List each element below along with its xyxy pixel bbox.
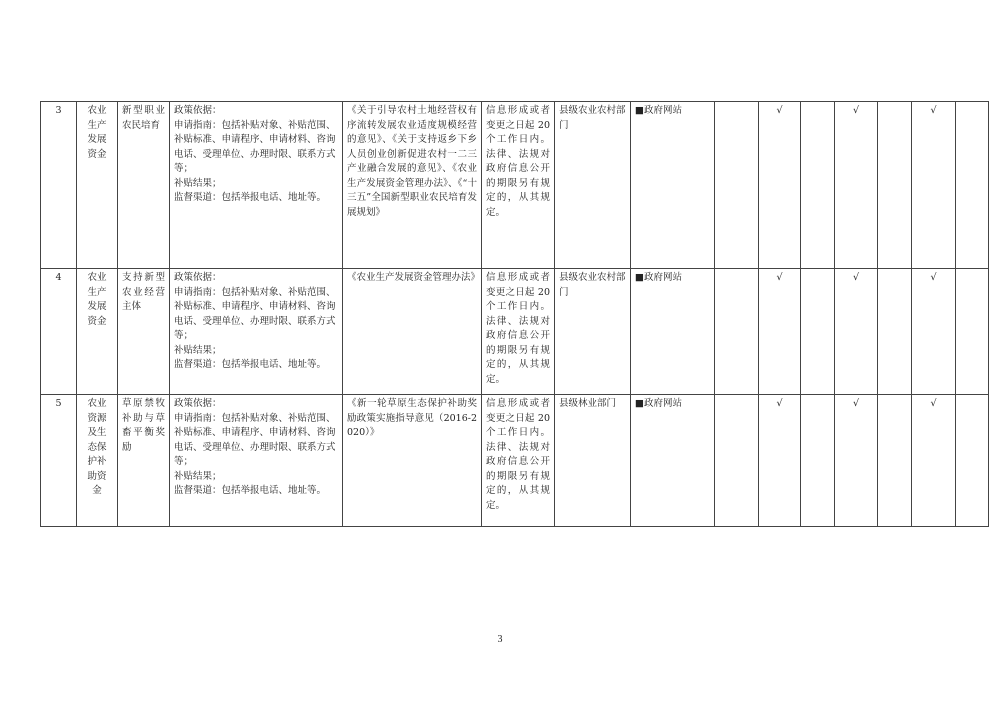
disclosure-content — [170, 102, 343, 269]
category-line: 生产 — [87, 119, 107, 131]
disclosure-subject: 县级农业农村部门 — [555, 269, 631, 395]
fund-category — [77, 395, 118, 527]
content-line: 补贴结果； — [174, 470, 222, 482]
page-number: 3 — [497, 634, 503, 645]
disclosure-channel: ■政府网站 — [631, 269, 715, 395]
check-cell — [715, 395, 759, 527]
check-cell — [715, 269, 759, 395]
disclosure-timing: 信息形成或者变更之日起 20 个工作日内。法律、法规对政府信息公开的期限另有规定的，从其规定。 — [482, 269, 555, 395]
content-line: 申请指南：包括补贴对象、补贴范围、补贴标准、申请程序、申请材料、咨询电话、受理单位、办理时限、联系方式等； — [174, 286, 336, 341]
row-number: 3 — [41, 102, 77, 269]
check-cell — [956, 269, 989, 395]
disclosure-content — [170, 269, 343, 395]
fund-category — [77, 102, 118, 269]
disclosure-subject: 县级农业农村部门 — [555, 102, 631, 269]
content-line: 政策依据： — [174, 105, 222, 116]
content-line: 监督渠道：包括举报电话、地址等。 — [174, 192, 327, 203]
disclosure-timing: 信息形成或者变更之日起 20 个工作日内。法律、法规对政府信息公开的期限另有规定的，从其规定。 — [482, 102, 555, 269]
content-line: 申请指南：包括补贴对象、补贴范围、补贴标准、申请程序、申请材料、咨询电话、受理单位、办理时限、联系方式等； — [174, 119, 336, 174]
category-line: 资金 — [87, 148, 107, 160]
policy-basis: 《农业生产发展资金管理办法》 — [343, 269, 482, 395]
category-line: 资源 — [87, 412, 107, 424]
disclosure-timing: 信息形成或者变更之日起 20 个工作日内。法律、法规对政府信息公开的期限另有规定的，从其规定。 — [482, 395, 555, 527]
subsidy-item: 新型职业农民培育 — [118, 102, 170, 269]
check-cell — [878, 269, 912, 395]
content-line: 监督渠道：包括举报电话、地址等。 — [174, 485, 327, 496]
check-cell — [956, 395, 989, 527]
row-number: 4 — [41, 269, 77, 395]
check-cell — [878, 395, 912, 527]
check-cell — [801, 102, 835, 269]
policy-basis: 《新一轮草原生态保护补助奖励政策实施指导意见（2016-2020）》 — [343, 395, 482, 527]
check-cell — [878, 102, 912, 269]
category-line: 农业 — [87, 398, 107, 409]
check-cell — [801, 269, 835, 395]
content-line: 申请指南：包括补贴对象、补贴范围、补贴标准、申请程序、申请材料、咨询电话、受理单位、办理时限、联系方式等； — [174, 412, 336, 467]
table-row — [41, 395, 989, 527]
check-cell: √ — [835, 269, 878, 395]
disclosure-table — [40, 101, 989, 527]
check-cell: √ — [835, 395, 878, 527]
check-cell: √ — [759, 395, 801, 527]
category-line: 农业 — [87, 272, 107, 283]
subsidy-item: 草原禁牧补助与草畜平衡奖励 — [118, 395, 170, 527]
disclosure-channel: ■政府网站 — [631, 102, 715, 269]
content-line: 补贴结果； — [174, 177, 222, 189]
policy-basis: 《关于引导农村土地经营权有序流转发展农业适度规模经营的意见》、《关于支持返乡下乡人员创业创新促进农村一二三产业融合发展的意见》、《农业生产发展资金管理办法》、《“十三五”全国新型职业农民培育发展规划》 — [343, 102, 482, 269]
check-cell — [801, 395, 835, 527]
fund-category — [77, 269, 118, 395]
content-line: 补贴结果； — [174, 344, 222, 356]
check-cell: √ — [835, 102, 878, 269]
category-line: 助资 — [87, 470, 107, 482]
category-line: 及生 — [87, 427, 107, 438]
check-cell: √ — [912, 102, 956, 269]
disclosure-subject: 县级林业部门 — [555, 395, 631, 527]
table-row — [41, 269, 989, 395]
subsidy-item: 支持新型农业经营主体 — [118, 269, 170, 395]
table-row — [41, 102, 989, 269]
check-cell: √ — [759, 102, 801, 269]
category-line: 发展 — [87, 301, 107, 312]
check-cell — [956, 102, 989, 269]
category-line: 生产 — [87, 286, 107, 298]
category-line: 金 — [92, 485, 102, 496]
category-line: 发展 — [87, 134, 107, 145]
content-line: 监督渠道：包括举报电话、地址等。 — [174, 359, 327, 370]
category-line: 农业 — [87, 105, 107, 116]
check-cell: √ — [912, 395, 956, 527]
check-cell — [715, 102, 759, 269]
disclosure-content — [170, 395, 343, 527]
check-cell: √ — [912, 269, 956, 395]
check-cell: √ — [759, 269, 801, 395]
content-line: 政策依据： — [174, 398, 222, 409]
category-line: 资金 — [87, 315, 107, 327]
disclosure-channel: ■政府网站 — [631, 395, 715, 527]
category-line: 护补 — [87, 456, 107, 467]
content-line: 政策依据： — [174, 272, 222, 283]
row-number: 5 — [41, 395, 77, 527]
category-line: 态保 — [87, 441, 107, 453]
